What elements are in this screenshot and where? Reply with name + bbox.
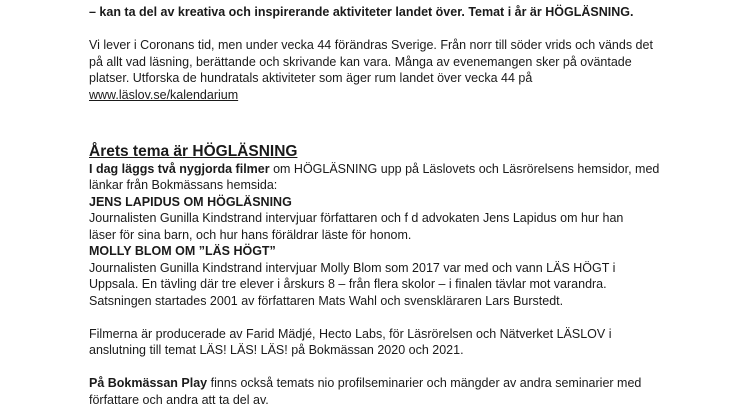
- corona-line-2: på allt vad läsning, berättande och skrivande kan vara. Många av evenemangen sker på oväntade: [89, 54, 632, 69]
- theme-intro-bold: I dag läggs två nygjorda filmer: [89, 161, 270, 176]
- spacer: [89, 309, 729, 326]
- intro-line: – kan ta del av kreativa och inspirerande aktiviteter landet över. Temat i år är HÖGLÄSNING.: [89, 5, 634, 19]
- film2-line-1: Journalisten Gunilla Kindstrand intervjuar Molly Blom som 2017 var med och vann LÄS HÖGT i: [89, 260, 616, 275]
- corona-line-1: Vi lever i Coronans tid, men under vecka 44 förändras Sverige. Från norr till söder vrids och vänds det: [89, 38, 653, 52]
- theme-intro-rest: om HÖGLÄSNING upp på Läslovets och Läsrörelsens hemsidor, med: [269, 161, 660, 176]
- film2-title: MOLLY BLOM OM ”LÄS HÖGT”: [89, 244, 276, 258]
- film1-line-1: Journalisten Gunilla Kindstrand intervjuar författaren och f d advokaten Jens Lapidus om hur han: [89, 211, 624, 225]
- film1-line-2: läser för sina barn, och hur hans föräldrar läste för honom.: [89, 227, 412, 242]
- producers-line-1: Filmerna är producerade av Farid Mädjé, Hecto Labs, för Läsrörelsen och Nätverket LÄSLOV i: [89, 326, 612, 341]
- play-line-2: författare och andra att ta del av.: [89, 392, 269, 407]
- theme-heading: Årets tema är HÖGLÄSNING: [89, 142, 298, 160]
- film2-line-2: Uppsala. En tävling där tre elever i årskurs 8 – från flera skolor – i finalen tävlar mot varandra.: [89, 277, 607, 291]
- play-rest: finns också temats nio profilseminarier och mängder av andra seminarier med: [207, 376, 642, 390]
- spacer: [89, 21, 729, 38]
- theme-intro-line-1: [89, 161, 729, 178]
- calendar-link-line: [89, 87, 729, 104]
- spacer: [89, 103, 729, 120]
- spacer: [89, 120, 729, 142]
- play-line-1: [89, 375, 729, 392]
- corona-line-3: platser. Utforska de hundratals aktiviteter som äger rum landet över vecka 44 på: [89, 71, 533, 85]
- calendar-link[interactable]: www.läslov.se/kalendarium: [89, 87, 239, 102]
- producers-line-2: anslutning till temat LÄS! LÄS! LÄS! på Bokmässan 2020 och 2021.: [89, 343, 464, 357]
- theme-intro-line-2: länkar från Bokmässans hemsida:: [89, 178, 278, 192]
- document-page: [89, 4, 729, 408]
- spacer: [89, 359, 729, 376]
- film2-line-3: Satsningen startades 2001 av författaren Mats Wahl och svenskläraren Lars Burstedt.: [89, 293, 564, 308]
- play-bold: På Bokmässan Play: [89, 376, 208, 390]
- film1-title: JENS LAPIDUS OM HÖGLÄSNING: [89, 194, 292, 209]
